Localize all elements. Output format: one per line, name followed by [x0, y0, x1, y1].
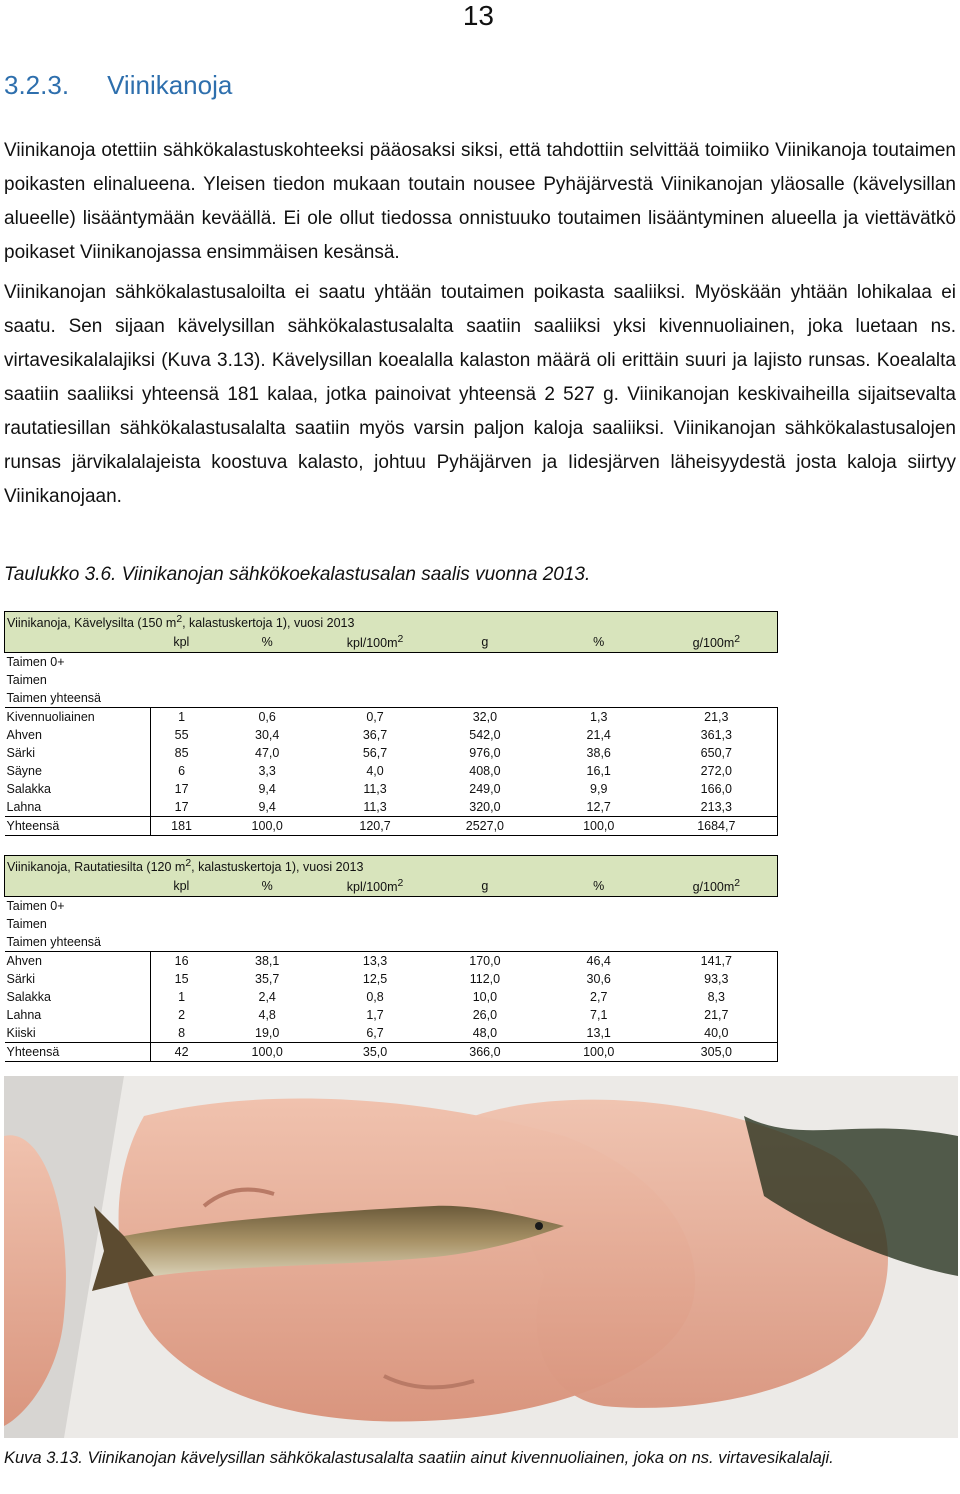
value-cell: 1,3 — [542, 708, 656, 727]
value-cell: 112,0 — [469, 972, 501, 986]
value-cell: 305,0 — [656, 1043, 778, 1062]
value-cell: 17 — [174, 800, 189, 814]
species-cell: Kivennuoliainen — [5, 708, 151, 727]
table-row — [5, 897, 778, 916]
value-cell: 9,4 — [258, 800, 276, 814]
value-cell — [212, 897, 322, 916]
value-cell: 9,4 — [258, 782, 276, 796]
value-cell — [428, 933, 542, 952]
value-cell: 46,4 — [542, 952, 656, 971]
table-row — [5, 726, 778, 744]
unit-blank — [5, 632, 151, 653]
value-cell — [656, 915, 778, 933]
value-cell: 0,8 — [366, 990, 384, 1004]
value-cell: 93,3 — [656, 970, 778, 988]
value-cell — [212, 689, 322, 708]
value-cell: 2 — [178, 1008, 186, 1022]
value-cell: 6,7 — [366, 1026, 384, 1040]
value-cell: 38,1 — [212, 952, 322, 971]
catch-table-kavelysilta — [4, 611, 778, 836]
unit-g: g — [428, 876, 542, 897]
value-cell: 12,5 — [362, 972, 388, 986]
value-cell: 6 — [178, 764, 186, 778]
value-cell: 11,3 — [363, 800, 387, 814]
value-cell: 2,4 — [258, 990, 276, 1004]
unit-kpl-per-100m2: kpl/$100m^2$ — [322, 876, 428, 897]
value-cell: 100,0 — [542, 1043, 656, 1062]
value-cell — [322, 671, 428, 689]
species-cell: Säyne — [5, 762, 151, 780]
table-row — [5, 952, 778, 971]
value-cell: 13,3 — [322, 952, 428, 971]
table-row — [5, 988, 778, 1006]
table-row — [5, 671, 778, 689]
value-cell — [542, 933, 656, 952]
value-cell: 361,3 — [656, 726, 778, 744]
value-cell: 35,0 — [322, 1043, 428, 1062]
section-heading — [4, 70, 232, 101]
value-cell — [656, 671, 778, 689]
value-cell — [428, 897, 542, 916]
species-cell: Taimen 0+ — [6, 655, 65, 669]
value-cell: 26,0 — [472, 1008, 498, 1022]
value-cell: 120,7 — [322, 817, 428, 836]
value-cell: 9,9 — [590, 782, 608, 796]
value-cell — [542, 897, 656, 916]
table-title: Viinikanoja, Rautatiesilta (120 $m^2$, kalastuskertoja 1), vuosi 2013 — [5, 856, 778, 877]
table-title: Viinikanoja, Kävelysilta (150 $m^2$, kalastuskertoja 1), vuosi 2013 — [5, 612, 778, 633]
value-cell: 10,0 — [472, 990, 498, 1004]
value-cell — [212, 653, 322, 672]
value-cell — [428, 689, 542, 708]
value-cell: 213,3 — [656, 798, 778, 817]
value-cell — [656, 653, 778, 672]
value-cell: 8,3 — [656, 988, 778, 1006]
value-cell: 141,7 — [656, 952, 778, 971]
photo-caption: Kuva 3.13. Viinikanojan kävelysillan sähkökalastusalalta saatiin ainut kivennuoliainen, joka on ns. virtavesikalalaji. — [4, 1449, 834, 1467]
value-cell — [150, 915, 212, 933]
unit-g-per-100m2: $g/100m^2$ — [656, 876, 778, 897]
unit-percent-weight: % — [542, 876, 656, 897]
value-cell: 100,0 — [542, 817, 656, 836]
table-caption: Taulukko 3.6. Viinikanojan sähkökoekalastusalan saalis vuonna 2013. — [4, 564, 591, 585]
species-cell: Kiiski — [5, 1024, 151, 1043]
value-cell: 272,0 — [656, 762, 778, 780]
value-cell: 408,0 — [469, 764, 501, 778]
value-cell: 42 — [150, 1043, 212, 1062]
value-cell: 4,8 — [258, 1008, 276, 1022]
value-cell — [150, 689, 212, 708]
unit-kpl: kpl — [150, 632, 212, 653]
table-row — [5, 933, 778, 952]
value-cell: 55 — [174, 728, 189, 742]
value-cell — [542, 915, 656, 933]
table-row — [5, 1043, 778, 1062]
value-cell: 1 — [178, 990, 186, 1004]
value-cell: 11,3 — [363, 782, 387, 796]
value-cell — [542, 653, 656, 672]
section-title: Viinikanoja — [107, 70, 233, 100]
unit-g-per-100m2: $g/100m^2$ — [656, 632, 778, 653]
value-cell — [322, 653, 428, 672]
value-cell: 7,1 — [590, 1008, 608, 1022]
value-cell: 48,0 — [472, 1026, 498, 1040]
unit-g: g — [428, 632, 542, 653]
value-cell: 17 — [174, 782, 189, 796]
value-cell — [656, 933, 778, 952]
table-row — [5, 653, 778, 672]
value-cell — [322, 897, 428, 916]
value-cell: 30,4 — [255, 728, 280, 742]
value-cell — [150, 897, 212, 916]
value-cell — [212, 671, 322, 689]
value-cell: 32,0 — [428, 708, 542, 727]
value-cell: 366,0 — [428, 1043, 542, 1062]
species-cell: Taimen 0+ — [6, 899, 65, 913]
value-cell: 21,7 — [656, 1006, 778, 1024]
value-cell — [150, 653, 212, 672]
value-cell — [428, 653, 542, 672]
value-cell — [542, 689, 656, 708]
value-cell: 2,7 — [590, 990, 608, 1004]
value-cell: 0,6 — [212, 708, 322, 727]
value-cell: 166,0 — [656, 780, 778, 798]
value-cell: 4,0 — [366, 764, 384, 778]
value-cell — [542, 671, 656, 689]
value-cell: 0,7 — [322, 708, 428, 727]
table-row — [5, 798, 778, 817]
value-cell: 181 — [150, 817, 212, 836]
table-row — [5, 780, 778, 798]
value-cell: 35,7 — [255, 972, 280, 986]
species-cell: Salakka — [5, 780, 151, 798]
value-cell: 21,3 — [656, 708, 778, 727]
value-cell — [212, 915, 322, 933]
value-cell: 56,7 — [362, 746, 388, 760]
value-cell: 542,0 — [469, 728, 501, 742]
value-cell — [322, 915, 428, 933]
value-cell: 15 — [174, 972, 189, 986]
table-row — [5, 817, 778, 836]
value-cell — [212, 933, 322, 952]
value-cell: 3,3 — [258, 764, 276, 778]
value-cell: 976,0 — [469, 746, 501, 760]
value-cell: 320,0 — [469, 800, 501, 814]
value-cell: 1 — [150, 708, 212, 727]
unit-percent-weight: % — [542, 632, 656, 653]
species-cell: Taimen — [6, 673, 47, 687]
value-cell — [150, 933, 212, 952]
section-number: 3.2.3. — [4, 70, 70, 100]
paragraph-intro: Viinikanoja otettiin sähkökalastuskohteeksi pääosaksi siksi, että tahdottiin selvittää toimiiko Viinikanoja toutaimen poikasten elinalueena. Yleisen tiedon mukaan toutain nousee Pyhäjärvestä Viinikanojan yläosalle (kävelysillan alueelle) lisääntymään keväällä. Ei ole ollut tiedossa onnistuuko toutaimen lisääntyminen alueella ja viettävätkö poikaset Viinikanojassa ensimmäisen kesänsä. — [4, 140, 956, 263]
species-cell: Särki — [5, 970, 151, 988]
species-cell: Taimen — [6, 917, 47, 931]
table-row — [5, 1024, 778, 1043]
value-cell: 16,1 — [586, 764, 611, 778]
value-cell: 1,7 — [366, 1008, 384, 1022]
species-cell: Yhteensä — [5, 1043, 151, 1062]
table-row — [5, 970, 778, 988]
value-cell: 85 — [174, 746, 189, 760]
species-cell: Yhteensä — [5, 817, 151, 836]
table-row — [5, 708, 778, 727]
value-cell: 40,0 — [656, 1024, 778, 1043]
value-cell — [656, 689, 778, 708]
species-cell: Taimen yhteensä — [6, 691, 102, 705]
value-cell: 16 — [150, 952, 212, 971]
species-cell: Taimen yhteensä — [6, 935, 102, 949]
species-cell: Ahven — [5, 726, 151, 744]
value-cell: 13,1 — [586, 1026, 611, 1040]
table-row — [5, 689, 778, 708]
value-cell: 650,7 — [656, 744, 778, 762]
photo-illustration — [4, 1076, 958, 1438]
unit-percent: % — [212, 876, 322, 897]
table-row — [5, 1006, 778, 1024]
value-cell: 36,7 — [362, 728, 388, 742]
fish-photo — [4, 1076, 958, 1438]
value-cell: 30,6 — [586, 972, 611, 986]
species-cell: Lahna — [5, 798, 151, 817]
catch-table-rautatiesilta — [4, 855, 778, 1062]
value-cell — [428, 915, 542, 933]
unit-percent: % — [212, 632, 322, 653]
value-cell: 170,0 — [428, 952, 542, 971]
value-cell: 47,0 — [255, 746, 280, 760]
species-cell: Salakka — [5, 988, 151, 1006]
value-cell: 19,0 — [255, 1026, 280, 1040]
page-number: 13 — [462, 0, 494, 31]
value-cell: 12,7 — [586, 800, 611, 814]
value-cell — [150, 671, 212, 689]
value-cell: 100,0 — [212, 1043, 322, 1062]
value-cell: 100,0 — [212, 817, 322, 836]
unit-blank — [5, 876, 151, 897]
species-cell: Särki — [5, 744, 151, 762]
table-row — [5, 762, 778, 780]
value-cell: 21,4 — [586, 728, 611, 742]
table-row — [5, 915, 778, 933]
species-cell: Ahven — [5, 952, 151, 971]
value-cell — [656, 897, 778, 916]
table-row — [5, 744, 778, 762]
value-cell — [428, 671, 542, 689]
unit-kpl-per-100m2: kpl/$100m^2$ — [322, 632, 428, 653]
unit-kpl: kpl — [150, 876, 212, 897]
value-cell: 2527,0 — [428, 817, 542, 836]
value-cell: 249,0 — [469, 782, 501, 796]
paragraph-results: Viinikanojan sähkökalastusaloilta ei saatu yhtään toutaimen poikasta saaliiksi. Myöskään yhtään lohikalaa ei saatu. Sen sijaan kävelysillan sähkökalastusalalta saatiin saaliiksi yksi kivennuoliainen, joka luetaan ns. virtavesikalalajiksi (Kuva 3.13). Kävelysillan koealalla kalaston määrä oli erittäin suuri ja lajisto runsas. Koealalta saatiin saaliiksi yhteensä 181 kalaa, jotka painoivat yhteensä 2 527 g. Viinikanojan keskivaiheilla sijaitsevalta rautatiesillan sähkökalastusalalta saatiin myös varsin paljon kaloja saaliiksi. Viinikanojan sähkökalastusalojen runsas järvikalalajeista koostuva kalasto, johtuu Pyhäjärven ja Iidesjärven läheisyydestä josta kaloja siirtyy Viinikanojaan. — [4, 282, 956, 507]
value-cell: 1684,7 — [656, 817, 778, 836]
value-cell — [322, 933, 428, 952]
value-cell — [322, 689, 428, 708]
value-cell: 8 — [178, 1026, 186, 1040]
species-cell: Lahna — [5, 1006, 151, 1024]
value-cell: 38,6 — [586, 746, 611, 760]
